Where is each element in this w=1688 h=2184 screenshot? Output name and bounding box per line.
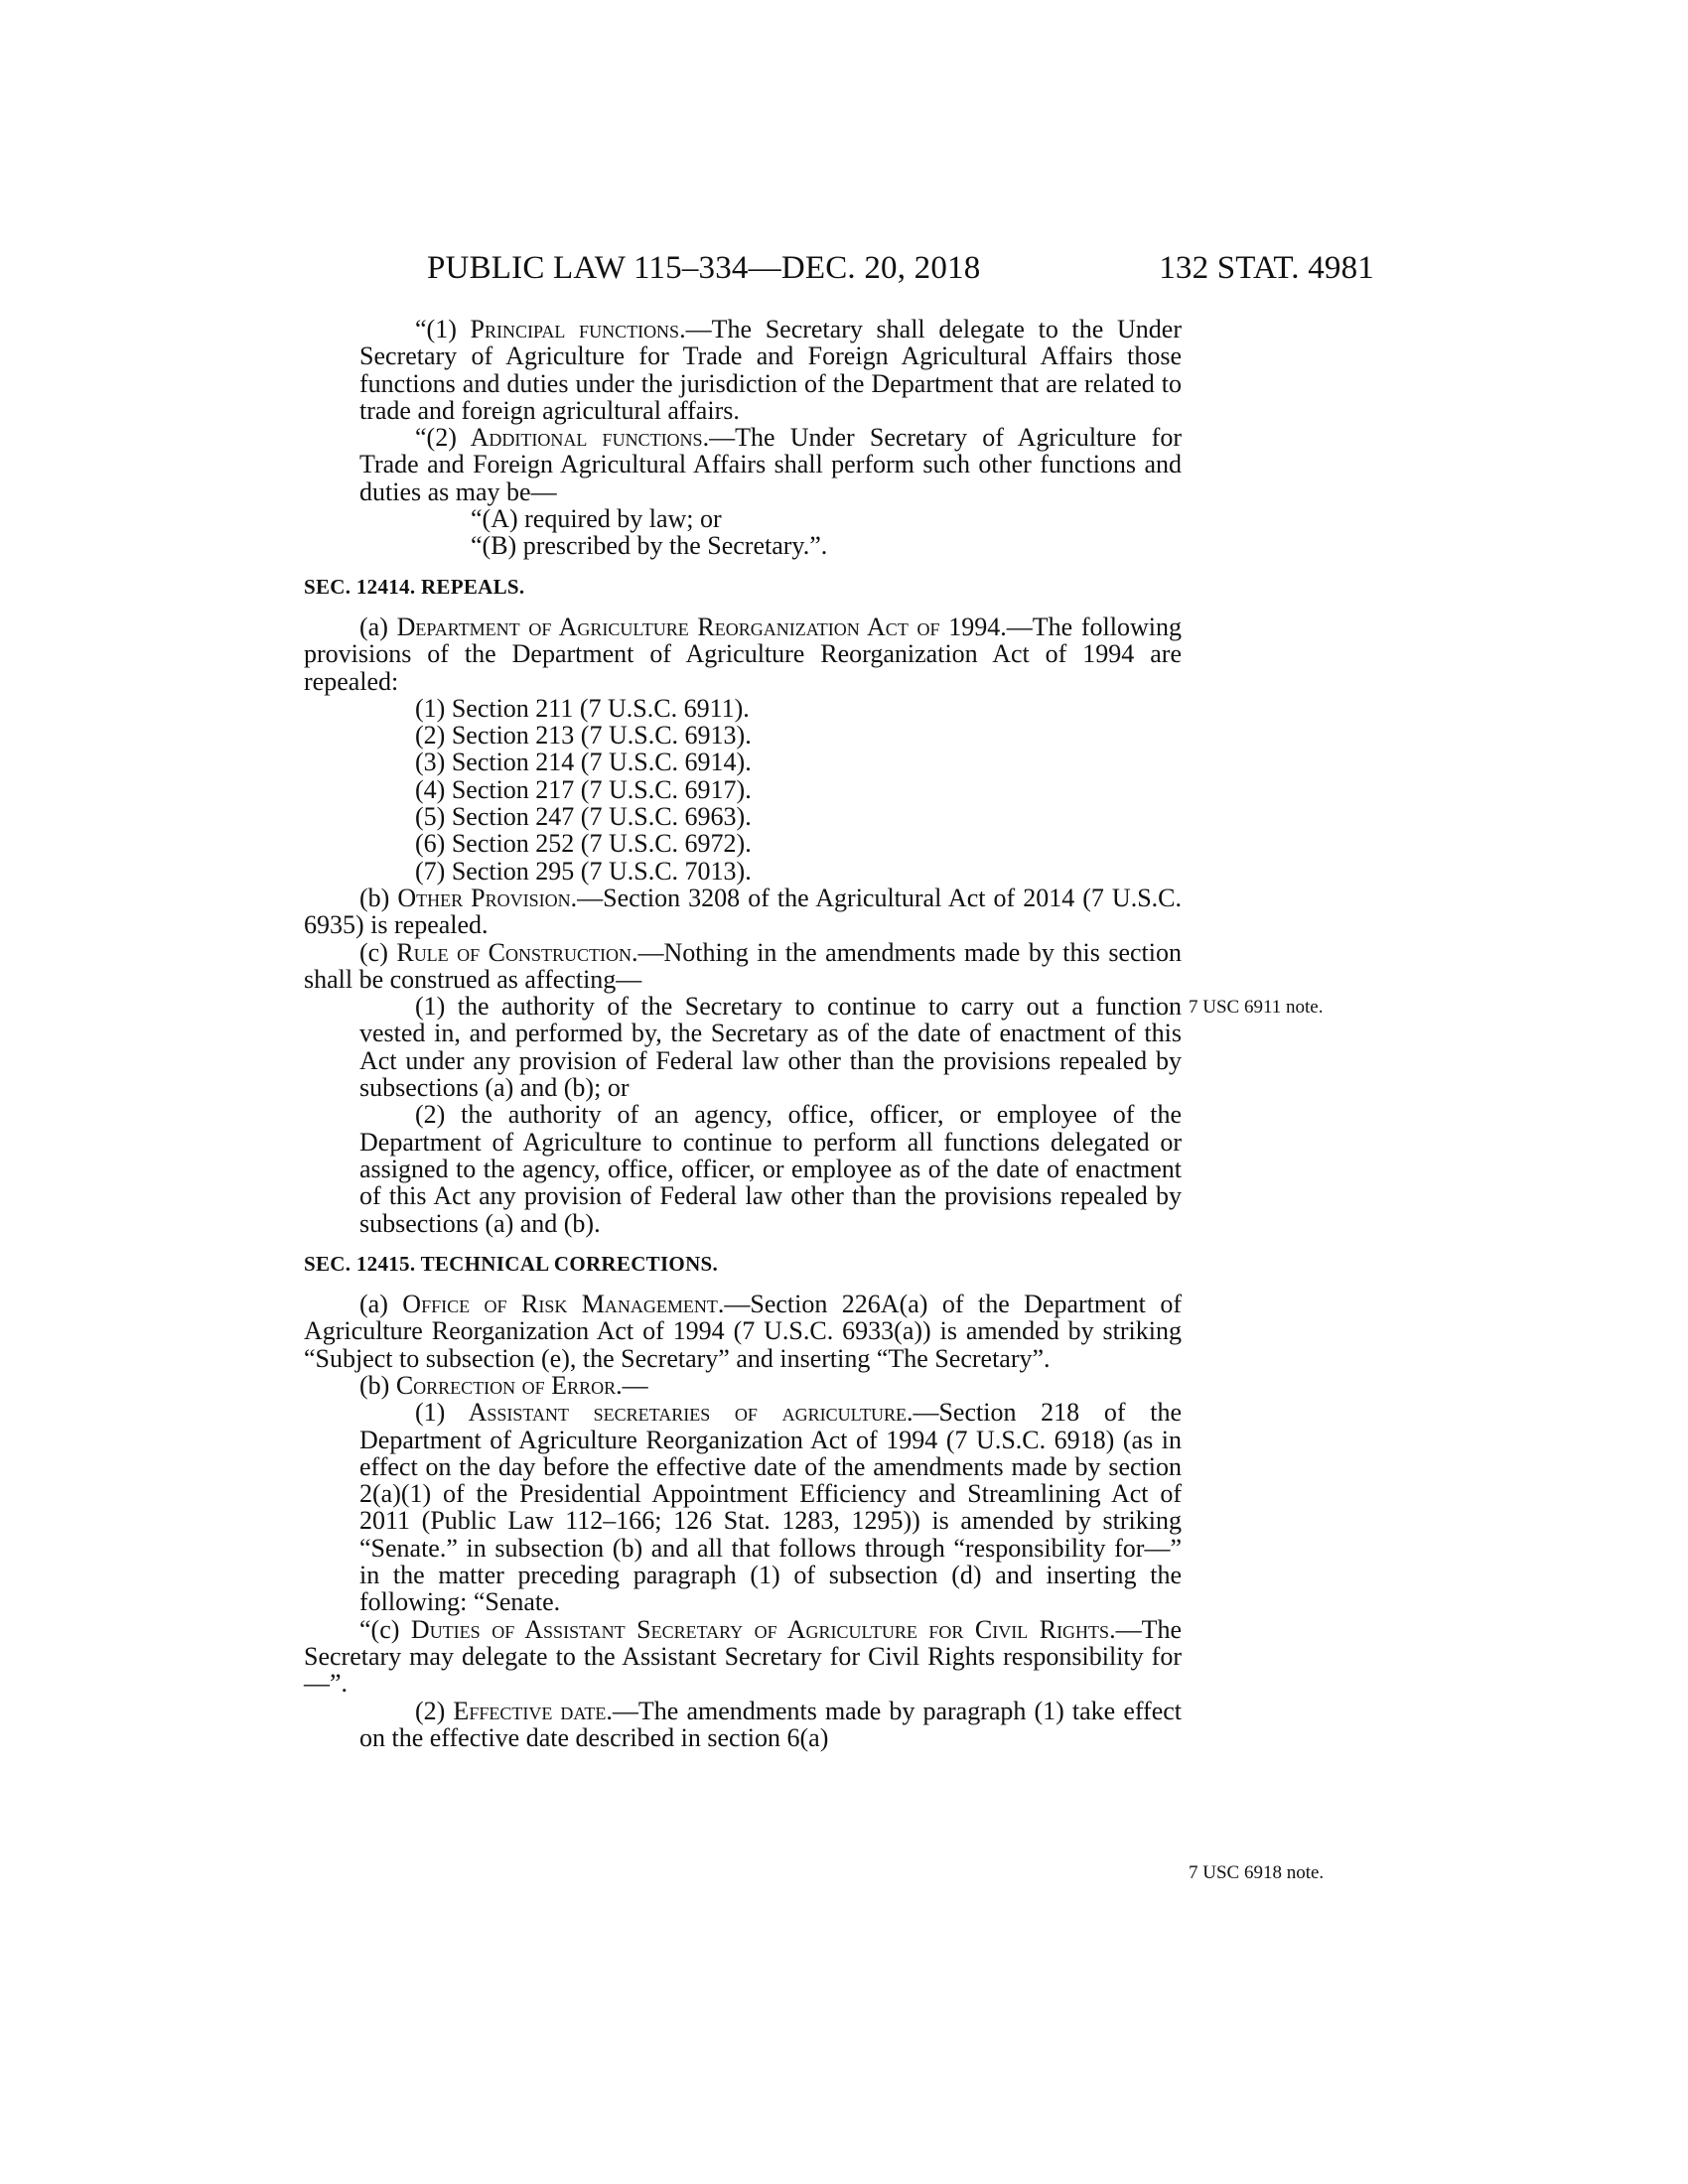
subsection-c-rule-of-construction: [304, 939, 1182, 994]
para-text: .—The Secretary may delegate to the Assistant Secretary for Civil Rights responsibility for—”.: [304, 1614, 1182, 1699]
repeal-item: (1) Section 211 (7 U.S.C. 6911).: [415, 693, 750, 723]
repeal-item: (4) Section 217 (7 U.S.C. 6917).: [415, 774, 752, 804]
para-label: (b) C: [359, 1370, 414, 1400]
subparagraph-a: “(A) required by law; or: [471, 504, 722, 534]
para-heading: ffective date: [469, 1696, 607, 1725]
para-heading: rincipal functions: [485, 315, 680, 343]
paragraph-c2: (2) the authority of an agency, office, officer, or employee of the Department of Agriculture to continue to perform all functions delegated or assigned to the agency, office, officer, or employee as of the date of enactment of this Act any provision of Federal law other than the provisions repealed by subsections (a) and (b).: [359, 1100, 1182, 1238]
para-label: (c) R: [359, 937, 414, 967]
para-text: .—Section 3208 of the Agricultural Act of 2014 (7 U.S.C. 6935) is repealed.: [304, 883, 1183, 940]
para-text: .—Nothing in the amendments made by this section shall be construed as affecting—: [304, 937, 1183, 994]
subsection-a-office-of-risk-management: [304, 1291, 1182, 1372]
para-heading: uties of Assistant Secretary of Agriculture for Civil Rights: [429, 1614, 1110, 1644]
para-text: .—The Under Secretary of Agriculture for Trade and Foreign Agricultural Affairs shall perform such other functions and duties as may be—: [359, 423, 1182, 506]
stat-citation: 132 STAT. 4981: [1159, 250, 1374, 286]
subsection-b-correction-of-error: [304, 1372, 1182, 1399]
margin-note-6918: 7 USC 6918 note.: [1189, 1862, 1325, 1883]
inserted-subsection-c-civil-rights: [304, 1616, 1182, 1698]
repeal-item: (3) Section 214 (7 U.S.C. 6914).: [415, 748, 752, 777]
repeal-item: (2) Section 213 (7 U.S.C. 6913).: [415, 721, 752, 751]
para-heading: ffice of Risk Management: [421, 1290, 718, 1319]
section-heading-12414: SEC. 12414. REPEALS.: [304, 574, 525, 599]
para-heading: dditional functions: [489, 423, 703, 453]
paragraph-additional-functions: [304, 424, 1182, 505]
para-heading: ssistant secretaries of agriculture: [487, 1398, 907, 1428]
running-head: PUBLIC LAW 115–334—DEC. 20, 2018: [427, 250, 981, 286]
paragraph-c1: (1) the authority of the Secretary to continue to carry out a function vested in, and performed by, the Secretary as of the date of enactment of this Act under any provision of Federal law other than the provisions repealed by subsections (a) and (b); or: [359, 992, 1182, 1103]
para-text: .—The amendments made by paragraph (1) take effect on the effective date described in section 6(a): [359, 1696, 1183, 1752]
paragraph-principal-functions: [304, 316, 1182, 424]
para-text: .—: [616, 1370, 648, 1400]
para-text: .—The Secretary shall delegate to the Under Secretary of Agriculture for Trade and Foreign Agricultural Affairs those functions and duties under the jurisdiction of the Department that are related to trade and foreign agricultural affairs.: [359, 315, 1182, 425]
para-heading: ule of Construction: [413, 937, 632, 967]
repeal-item: (5) Section 247 (7 U.S.C. 6963).: [415, 802, 752, 832]
para-label: (2) E: [415, 1696, 470, 1725]
para-label: (b) O: [359, 883, 417, 912]
repeal-item: (6) Section 252 (7 U.S.C. 6972).: [415, 829, 752, 859]
page-header: [0, 250, 1688, 290]
para-heading: epartment of Agriculture Reorganization Act of: [415, 612, 940, 641]
paragraph-effective-date: [304, 1698, 1182, 1752]
subparagraph-b: “(B) prescribed by the Secretary.”.: [471, 531, 828, 561]
para-label: “(1) P: [415, 315, 486, 343]
para-heading: orrection of Error: [413, 1370, 617, 1400]
para-label: (a) O: [359, 1290, 422, 1319]
para-label: (a) D: [359, 612, 416, 641]
subsection-a-reorganization-act: [304, 614, 1182, 695]
para-heading: ther Provision: [416, 883, 571, 912]
paragraph-assistant-secretaries: [304, 1399, 1182, 1615]
section-heading-12415: SEC. 12415. TECHNICAL CORRECTIONS.: [304, 1251, 719, 1276]
repeal-item: (7) Section 295 (7 U.S.C. 7013).: [415, 856, 752, 886]
para-text: 1994.—The following provisions of the Department of Agriculture Reorganization Act of 1994 are repealed:: [304, 612, 1182, 696]
para-text: .—Section 218 of the Department of Agriculture Reorganization Act of 1994 (7 U.S.C. 6918) (as in effect on the day before the effective date of the amendments made by section 2(a)(1) of the Presidential Appointment Efficiency and Streamlining Act of 2011 (Public Law 112–166; 126 Stat. 1283, 1295)) is amended by striking “Senate.” in subsection (b) and all that follows through “responsibility for—” in the matter preceding paragraph (1) of subsection (d) and inserting the following: “Senate.: [359, 1398, 1182, 1617]
margin-note-6911: 7 USC 6911 note.: [1189, 997, 1324, 1018]
subsection-b-other-provision: [304, 885, 1182, 939]
para-label: “(c) D: [359, 1614, 430, 1644]
page-body: [304, 316, 1182, 1751]
para-text: .—Section 226A(a) of the Department of Agriculture Reorganization Act of 1994 (7 U.S.C. 6933(a)) is amended by striking “Subject to subsection (e), the Secretary” and inserting “The Secretary”.: [304, 1290, 1182, 1373]
para-label: “(2) A: [415, 423, 490, 453]
para-label: (1) A: [415, 1398, 488, 1428]
